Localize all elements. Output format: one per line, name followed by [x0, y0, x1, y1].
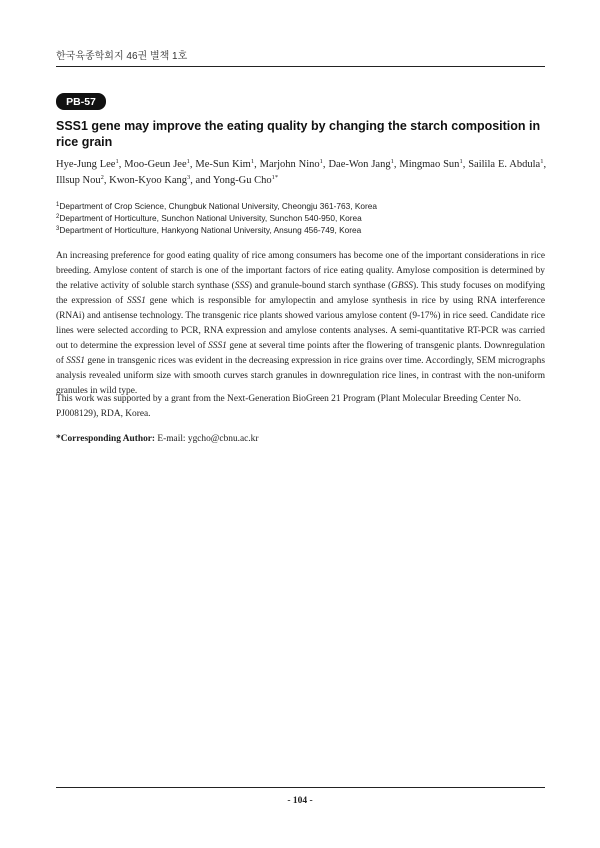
author-name: Yong-Gu Cho$^{1*}$	[212, 174, 279, 186]
paper-title: SSS1 gene may improve the eating quality by changing the starch composition in rice grain	[56, 119, 541, 149]
author-name: Marjohn Nino$^1$	[259, 158, 323, 170]
affiliation-superscript: 1	[186, 158, 190, 165]
author-name: Hye-Jung Lee$^1$	[56, 158, 119, 170]
affiliation-superscript: 1	[459, 158, 463, 165]
corresponding-author	[56, 432, 545, 447]
affiliation-superscript: 1	[250, 158, 255, 165]
author-name: Dae-Won Jang$^1$	[328, 158, 394, 170]
author-name: Illsup Nou$^2$	[56, 174, 104, 186]
author-name: Moo-Geun Jee$^1$	[124, 158, 190, 170]
affiliation-superscript: 2	[100, 174, 104, 181]
email-label: E-mail:	[157, 434, 186, 444]
affiliation-superscript: 1*	[271, 174, 279, 181]
bottom-divider	[56, 787, 545, 788]
affiliation-item: $^1$Department of Crop Science, Chungbuk National University, Cheongju 361-763, Korea	[56, 201, 377, 211]
affiliation-superscript: 1	[115, 158, 119, 165]
author-list: Hye-Jung Lee$^1$, Moo-Geun Jee$^1$, Me-Sun Kim$^1$, Marjohn Nino$^1$, Dae-Won Jang$^1$, Mingmao Sun$^1$, Sailila E. Abdula$^1$, Illsup Nou$^2$, Kwon-Kyoo Kang$^3$, and Yong-Gu Cho$^{1*}$	[56, 158, 547, 186]
author-name: Sailila E. Abdula$^1$	[468, 158, 544, 170]
affiliation-superscript: 1	[319, 158, 323, 165]
author-name: Kwon-Kyoo Kang$^3$	[109, 174, 191, 186]
email-address: ygcho@cbnu.ac.kr	[187, 434, 259, 444]
affiliation-superscript: 1	[390, 158, 394, 165]
author-name: Me-Sun Kim$^1$	[195, 158, 255, 170]
top-divider	[56, 66, 545, 67]
page-number: - 104 -	[287, 796, 313, 806]
affiliation-superscript: 3	[187, 174, 191, 181]
author-name: Mingmao Sun$^1$	[399, 158, 463, 170]
acknowledgement: This work was supported by a grant from the Next-Generation BioGreen 21 Program (Plant Molecular Breeding Center No. PJ008129), RDA, Korea.	[56, 394, 521, 419]
journal-header: 한국육종학회지 46권 별책 1호	[56, 51, 188, 62]
affiliation-superscript: 1	[540, 158, 544, 165]
affiliation-item: $^3$Department of Horticulture, Hankyong National University, Ansung 456-749, Korea	[56, 225, 362, 235]
poster-id-badge: PB-57	[56, 93, 106, 110]
affiliation-item: $^2$Department of Horticulture, Sunchon National University, Sunchon 540-950, Korea	[56, 213, 362, 223]
abstract-body: An increasing preference for good eating quality of rice among consumers has become one of the important considerations in rice breeding. Amylose content of starch is one of the important factors of rice eating quality. Amylose composition is determined by the relative activity of soluble starch synthase (SSS) and granule-bound starch synthase (GBSS). This study focuses on modifying the expression of SSS1 gene which is responsible for amylopectin and amylose synthesis in rice by using RNA interference (RNAi) and antisense technology. The transgenic rice plants showed various amylose content (9-17%) in rice seed. Candidate rice lines were selected according to PCR, RNA expression and amylose contents analyses. A semi-quantitative RT-PCR was carried out to determine the expression level of SSS1 gene at several time points after the flowering of transgenic plants. Downregulation of SSS1 gene in transgenic rices was evident in the decreasing expression in rice grains over time. Accordingly, SEM micrographs analysis revealed uniform size with smooth curves starch granules in downregulation rice lines, in contrast with the non-uniform granules in wild type.	[56, 251, 545, 396]
corresponding-author-label: *Corresponding Author:	[56, 434, 156, 444]
affiliation-list	[56, 200, 546, 236]
